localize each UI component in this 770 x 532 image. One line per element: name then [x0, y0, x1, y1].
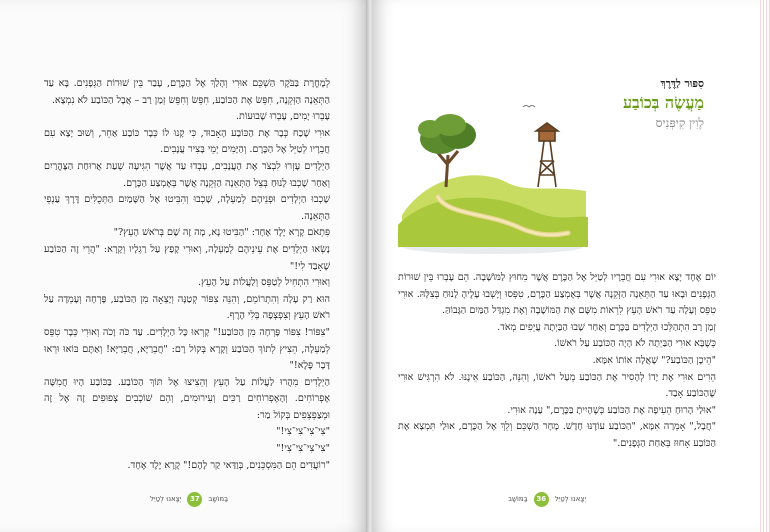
vineyard-illustration	[398, 105, 588, 255]
story-series-label: סִפּוּר לַדֶּרֶךְ	[660, 78, 704, 90]
paragraph: "צִי־צִי־צִי־צִי!"	[276, 443, 330, 455]
paragraph: "צִי־צִי־צִי־צִי!"	[276, 426, 330, 438]
paragraph: פִּתְאֹם קָרָא יֶלֶד אֶחָד: "הַבִּיטוּ נָא, מָה זֶה שָׁם בְּרֹאשׁ הָעֵץ?"	[113, 227, 330, 239]
paragraph: שָׁכְבוּ הַיְלָדִים וּפְנֵיהֶם לְמַעְלָה, שָׁכְבוּ וְהִבִּיטוּ אֶל הַשָּׁמַיִם הַתְּכֻלִּים דֶּרֶךְ עַנְפֵי הַתְּאֵנָה.	[44, 194, 330, 222]
page-number-badge: 37	[187, 492, 202, 507]
paragraph: הוּא רַק עָלָה וְהִתְרוֹמֵם, וְהִנֵּה צִפּוֹר קְטַנָּה וְיָצְאָה מִן הַכּוֹבַע, פָּרְחָה וְעָמְדָה עַל רֹאשׁ הָעֵץ וְצִפְצְפָה בְּלִי הֶרֶף.	[44, 293, 330, 322]
story-author: לֶוִין קִיפְּנִיס	[655, 116, 704, 130]
left-page-text	[44, 76, 330, 474]
paragraph: אוּרִי שָׁכַח כְּבָר אֶת הַכּוֹבַע הָאָבוּד, כִּי קָנוּ לוֹ כְּבָר כּוֹבַע אַחֵר, וְשׁוּב יָצָא עִם חֲבֵרָיו לְטַיֵּל אֶל הַכֶּרֶם. וְהַיָּמִים יְמֵי בָּצִיר עֲנָבִים.	[44, 127, 330, 156]
paragraph: "צִפּוֹר! צִפּוֹר פָּרְחָה מִן הַכּוֹבַע!" קָרְאוּ כָּל הַיְלָדִים. עַד כֹּה וָכֹה וְאוּרִי כְּבָר טִפֵּס לְמַעְלָה, הֵצִיץ לְתוֹךְ הַכּוֹבַע וְקָרָא בְּקוֹל רָם: "חֲבֵרַיָּא, חֲבֵרַיָּא! וְאַתֶּם בּוֹאוּ וּרְאוּ דָּבָר פֶּלֶא!"	[44, 326, 330, 372]
footer-book-name: בַּמּוֹשָׁב	[508, 495, 528, 503]
paragraph: לְמָחֳרָת בַּבֹּקֶר הַשְׁכֵּם אוּרִי וְהָלַךְ אֶל הַכֶּרֶם, עָבַר בֵּין שׁוּרוֹת הַגְּפָנִים. בָּא עַד הַתְּאֵנָה הַזְּקֵנָה, חִפֵּשׂ אֶת הַכּוֹבַע, חִפֵּשׂ וְחִפֵּשׂ זְמַן רַב – אֲבָל הַכּוֹבַע לֹא נִמְצָא.	[44, 78, 330, 106]
paragraph: הַיְלָדִים מִהֲרוּ לַעֲלוֹת עַל הָעֵץ וְהֵצִיצוּ אֶל תּוֹךְ הַכּוֹבַע. בַּכּוֹבַע הָיוּ חֲמִשָּׁה אֶפְרוֹחִים. וְהָאֶפְרוֹחִים רַכִּים וְעִירוּמִים, וְהֵם שׁוֹכְבִים צְפוּפִים זֶה אֶל זֶה וּמְצַפְצְפִים בְּקוֹל מַר:	[44, 376, 330, 421]
paragraph: "אוּלַי הָרוּחַ הֵעִיפָה אֶת הַכּוֹבַע כְּשֶׁהָיִיתָ בַּכֶּרֶם," עָנָה אוּרִי.	[507, 404, 716, 416]
watch-tower	[536, 123, 558, 187]
footer-section-name: יְצָאנוּ לְטַיֵּל	[554, 495, 587, 503]
footer-book-name: בַּמּוֹשָׁב	[208, 495, 229, 503]
page-edge	[760, 0, 770, 532]
right-page-text	[398, 270, 716, 453]
right-page-footer	[508, 491, 586, 507]
paragraph: נָשְׂאוּ הַיְלָדִים אֶת עֵינֵיהֶם לְמַעְלָה, וְאוּרִי קָפַץ עַל רַגְלָיו וְקָרָא: "הֲרֵי זֶה הַכּוֹבַע שֶׁאָבַד לִי!"	[44, 243, 330, 272]
left-page	[0, 0, 370, 532]
paragraph: וְאוּרִי הִתְחִיל לְטַפֵּס וְלַעֲלוֹת עַל הָעֵץ.	[197, 277, 330, 289]
paragraph: יוֹם אֶחָד יָצָא אוּרִי עִם חֲבֵרָיו לְטַיֵּל אֶל הַכֶּרֶם אֲשֶׁר מִחוּץ לַמּוֹשָׁבָה. הֵם עָבְרוּ בֵּין שׁוּרוֹת הַגְּפָנִים וּבָאוּ עַד הַתְּאֵנָה הַזְּקֵנָה אֲשֶׁר בְּאֶמְצַע הַכֶּרֶם, טִפְּסוּ וְיָשְׁבוּ עָלֶיהָ לָנוּחַ בְּצִלָּהּ. אוּרִי טִפֵּס וְעָלָה עַד רֹאשׁ הָעֵץ לִרְאוֹת מִשָּׁם אֶת הַמּוֹשָׁבָה וְאֶת מִגְדַּל הַמַּיִם הַגָּבוֹהַּ.	[398, 272, 716, 317]
paragraph: הֵרִים אוּרִי אֶת יָדוֹ לְהָסִיר אֶת הַכּוֹבַע מֵעַל רֹאשׁוֹ, וְהִנֵּה, הַכּוֹבַע אֵינֶנּוּ. לֹא הִרְגִּישׁ אוּרִי שֶׁהַכּוֹבַע אָבַד.	[398, 371, 716, 400]
paragraph: עָבְרוּ יָמִים, עָבְרוּ שָׁבוּעוֹת.	[236, 111, 330, 123]
left-page-footer	[150, 491, 228, 507]
page-number-badge: 36	[534, 492, 549, 507]
paragraph: "חֲבָל," אָמְרָה אִמָּא, "הַכּוֹבַע עוֹדֶנּוּ חָדָשׁ. מָחָר הַשְׁכֵּם וְלֵךְ אֶל הַכֶּרֶם, אוּלַי תִּמְצָא אֶת הַכּוֹבַע אָחוּז בְּאַחַת הַגְּפָנִים."	[398, 421, 716, 449]
tree-foliage	[418, 120, 442, 138]
paragraph: הַיְלָדִים עָזְרוּ לִבְצֹר אֶת הָעֲנָבִים, עָבְדוּ עַד אֲשֶׁר הִגִּיעָה שְׁעַת אֲרוּחַת הַצָּהֳרַיִם וְאַחַר שָׁכְבוּ לָנוּחַ בְּצֵל הַתְּאֵנָה הַזְּקֵנָה אֲשֶׁר בְּאֶמְצַע הַכֶּרֶם.	[44, 160, 330, 189]
story-title: מַעֲשֶׂה בְּכוֹבַע	[622, 93, 704, 112]
paragraph: זְמַן רַב הִתְהַלְּכוּ הַיְלָדִים בַּכֶּרֶם וְאַחַר שָׁבוּ הַבַּיְתָה עֲיֵפִים מְאֹד.	[497, 321, 716, 333]
footer-section-name: יְצָאנוּ לְטַיֵּל	[150, 495, 182, 503]
paragraph: כְּשֶׁבָּא אוּרִי הַבַּיְתָה לֹא הָיָה הַכּוֹבַע עַל רֹאשׁוֹ.	[554, 338, 716, 350]
paragraph: "רוֹעֲדִים הֵם הַמִּסְכֵּנִים, בְּוַדַּאי קַר לָהֶם!" קָרָא יֶלֶד אֶחָד.	[127, 459, 330, 471]
paragraph: "הֵיכָן הַכּוֹבַע?" שָׁאֲלָה אוֹתוֹ אִמָּא.	[592, 354, 716, 366]
bird-icon	[523, 106, 535, 108]
